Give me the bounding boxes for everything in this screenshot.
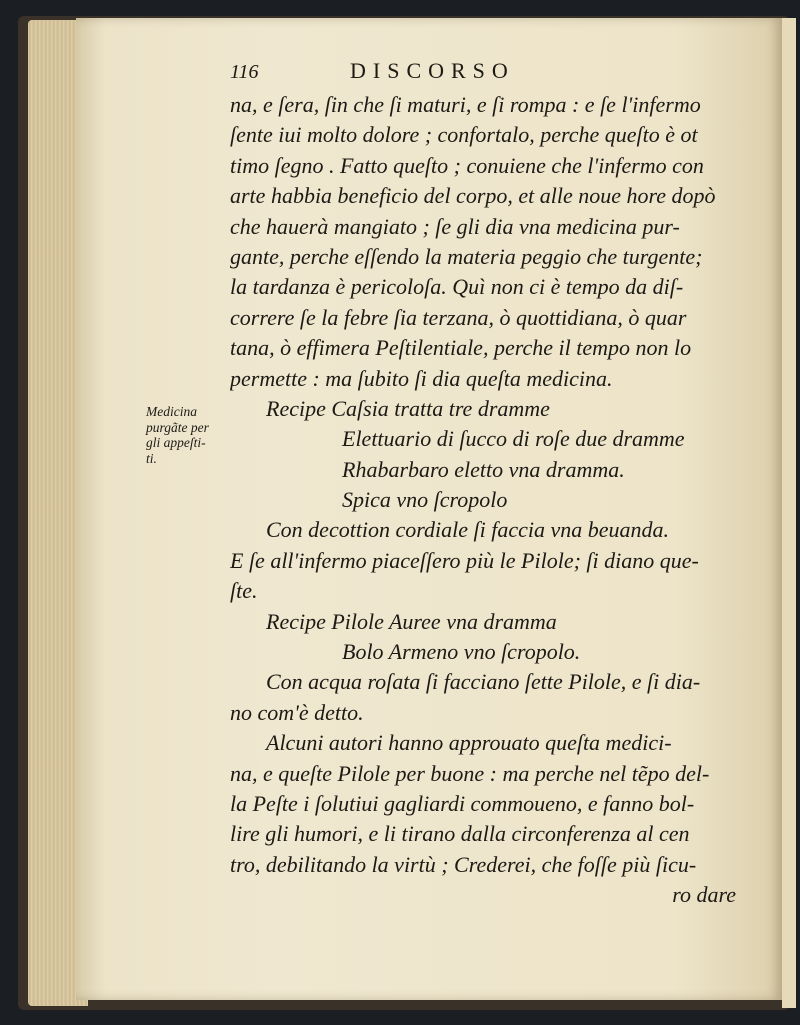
margin-note-line: purgãte per bbox=[146, 419, 209, 435]
margin-note bbox=[146, 404, 236, 466]
recipe-line: Recipe Pilole Auree vna dramma bbox=[266, 608, 557, 634]
text-line: ſente iui molto dolore ; confortalo, perche queſto è ot bbox=[230, 122, 698, 148]
running-title: DISCORSO bbox=[350, 58, 515, 83]
recipe-line: Rhabarbaro eletto vna dramma. bbox=[342, 456, 625, 482]
text-line: lire gli humori, e li tirano dalla circonferenza al cen bbox=[230, 821, 690, 847]
text-line: la Peſte i ſolutiui gagliardi commoueno, e fanno bol- bbox=[230, 790, 695, 816]
text-line: na, e ſera, ſin che ſi maturi, e ſi rompa : e ſe l'infermo bbox=[230, 92, 701, 117]
text-line: timo ſegno . Fatto queſto ; conuiene che l'infermo con bbox=[230, 152, 704, 178]
text-line: no com'è detto. bbox=[230, 699, 364, 725]
recipe-line: Recipe Caſsia tratta tre dramme bbox=[266, 395, 550, 421]
margin-note-line: ti. bbox=[146, 450, 157, 466]
recipe-line: Bolo Armeno vno ſcropolo. bbox=[342, 639, 581, 665]
recipe-line: Elettuario di ſucco di roſe due dramme bbox=[342, 426, 685, 452]
text-line: ſte. bbox=[230, 578, 258, 604]
text-line: tro, debilitando la virtù ; Crederei, che foſſe più ſicu- bbox=[230, 851, 697, 877]
text-line: tana, ò effimera Peſtilentiale, perche il tempo non lo bbox=[230, 335, 692, 361]
text-line: che hauerà mangiato ; ſe gli dia vna medicina pur- bbox=[230, 213, 680, 239]
text-line: Alcuni autori hanno approuato queſta medici- bbox=[266, 730, 672, 756]
text-line: Con acqua roſata ſi facciano ſette Pilole, e ſi dia- bbox=[266, 669, 701, 695]
catchword: ro dare bbox=[672, 882, 736, 908]
text-line: correre ſe la febre ſia terzana, ò quottidiana, ò quar bbox=[230, 304, 687, 330]
margin-note-line: gli appeſti- bbox=[146, 435, 206, 450]
margin-note-line: Medicina bbox=[146, 404, 197, 419]
text-line: na, e queſte Pilole per buone : ma perche nel tẽpo del- bbox=[230, 760, 710, 786]
text-line: permette : ma ſubito ſi dia queſta medicina. bbox=[230, 365, 613, 391]
facing-page-edge bbox=[782, 18, 796, 1008]
text-line: E ſe all'infermo piaceſſero più le Pilole; ſi diano que- bbox=[230, 547, 699, 573]
text-block bbox=[230, 58, 750, 911]
recipe-line: Spica vno ſcropolo bbox=[342, 487, 508, 513]
running-head bbox=[230, 58, 750, 90]
text-line: gante, perche eſſendo la materia peggio che turgente; bbox=[230, 243, 703, 269]
text-line: Con decottion cordiale ſi faccia vna beuanda. bbox=[266, 517, 670, 543]
page-number: 116 bbox=[230, 61, 259, 83]
text-line: arte habbia beneficio del corpo, et alle noue hore dopò bbox=[230, 183, 716, 209]
text-line: la tardanza è pericoloſa. Quì non ci è tempo da diſ- bbox=[230, 274, 684, 300]
